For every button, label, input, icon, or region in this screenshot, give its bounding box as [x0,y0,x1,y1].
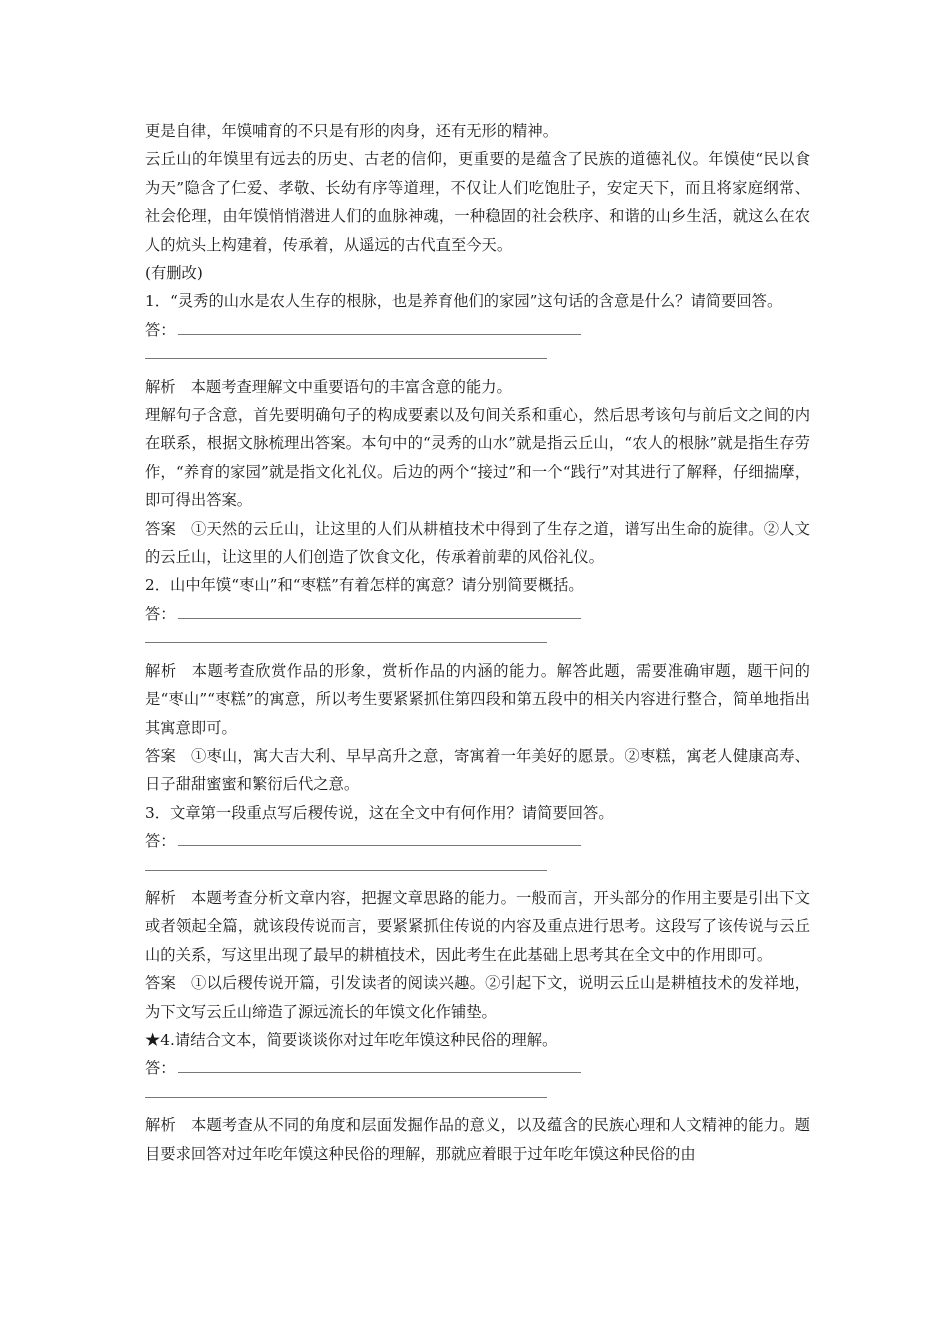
analysis-2: 解析 本题考查欣赏作品的形象，赏析作品的内涵的能力。解答此题，需要准确审题，题干问的是“枣山”“枣糕”的寓意，所以考生要紧紧抓住第四段和第五段中的相关内容进行整合，简单地指出其寓意即可。 [145,661,810,737]
question-4: ★4.请结合文本，简要谈谈你对过年吃年馍这种民俗的理解。 [145,1030,558,1049]
analysis-1-body: 理解句子含意，首先要明确句子的构成要素以及句间关系和重心，然后思考该句与前后文之间的内在联系，根据文脉梳理出答案。本句中的“灵秀的山水”就是指云丘山，“农人的根脉”就是指生存劳作，“养育的家园”就是指文化礼仪。后边的两个“接过”和一个“践行”对其进行了解释，仔细揣摩，即可得出答案。 [145,406,810,510]
answer-line [145,600,810,628]
question-3: 3．文章第一段重点写后稷传说，这在全文中有何作用？请简要回答。 [145,803,614,822]
document-page [145,117,810,1168]
analysis-1: 解析 本题考查理解文中重要语句的丰富含意的能力。 [145,377,512,396]
answer-key-3: 答案 ①以后稷传说开篇，引发读者的阅读兴趣。②引起下文，说明云丘山是耕植技术的发祥地，为下文写云丘山缔造了源远流长的年馍文化作铺垫。 [145,974,810,1021]
passage-paragraph: 更是自律，年馍哺育的不只是有形的肉身，还有无形的精神。 [145,122,559,140]
source-note: (有删改) [145,264,203,283]
answer-line [145,827,810,855]
answer-label: 答： [145,1059,176,1078]
answer-label: 答： [145,604,176,623]
answer-key-label: 答案 [145,746,176,765]
analysis-label: 解析 [145,661,177,680]
answer-key-2: 答案 ①枣山，寓大吉大利、早早高升之意，寄寓着一年美好的愿景。②枣糕，寓老人健康高寿、日子甜甜蜜蜜和繁衍后代之意。 [145,746,810,794]
answer-blank[interactable] [178,1056,581,1073]
answer-label: 答： [145,320,176,339]
answer-line [145,316,810,344]
answer-blank[interactable] [178,318,581,335]
answer-blank-row[interactable] [145,1083,810,1111]
analysis-label: 解析 [145,888,176,907]
answer-key-1: 答案 ①天然的云丘山，让这里的人们从耕植技术中得到了生存之道，谱写出生命的旋律。②人文的云丘山，让这里的人们创造了饮食文化，传承着前辈的风俗礼仪。 [145,519,810,567]
answer-key-label: 答案 [145,974,176,993]
answer-label: 答： [145,832,176,851]
answer-blank-row[interactable] [145,344,810,372]
analysis-4: 解析 本题考查从不同的角度和层面发掘作品的意义，以及蕴含的民族心理和人文精神的能力。题目要求回答对过年吃年馍这种民俗的理解，那就应着眼于过年吃年馍这种民俗的由 [145,1116,810,1163]
question-1: 1．“灵秀的山水是农人生存的根脉，也是养育他们的家园”这句话的含意是什么？请简要回答。 [145,292,783,311]
answer-line [145,1054,810,1082]
answer-blank[interactable] [178,602,581,619]
analysis-label: 解析 [145,377,176,396]
answer-blank-row[interactable] [145,628,810,656]
answer-blank-row[interactable] [145,856,810,884]
answer-blank[interactable] [178,829,581,846]
passage-paragraph: 云丘山的年馍里有远去的历史、古老的信仰，更重要的是蕴含了民族的道德礼仪。年馍使“民以食为天”隐含了仁爱、孝敬、长幼有序等道理，不仅让人们吃饱肚子，安定天下，而且将家庭纲常、社会伦理，由年馍悄悄潜进人们的血脉神魂，一种稳固的社会秩序、和谐的山乡生活，就这么在农人的炕头上构建着，传承着，从遥远的古代直至今天。 [145,150,810,254]
answer-key-label: 答案 [145,519,176,538]
question-2: 2．山中年馍“枣山”和“枣糕”有着怎样的寓意？请分别简要概括。 [145,576,584,595]
analysis-3: 解析 本题考查分析文章内容，把握文章思路的能力。一般而言，开头部分的作用主要是引出下文或者领起全篇，就该段传说而言，要紧紧抓住传说的内容及重点进行思考。这段写了该传说与云丘山的关系，写这里出现了最早的耕植技术，因此考生在此基础上思考其在全文中的作用即可。 [145,888,810,964]
analysis-label: 解析 [145,1116,176,1135]
